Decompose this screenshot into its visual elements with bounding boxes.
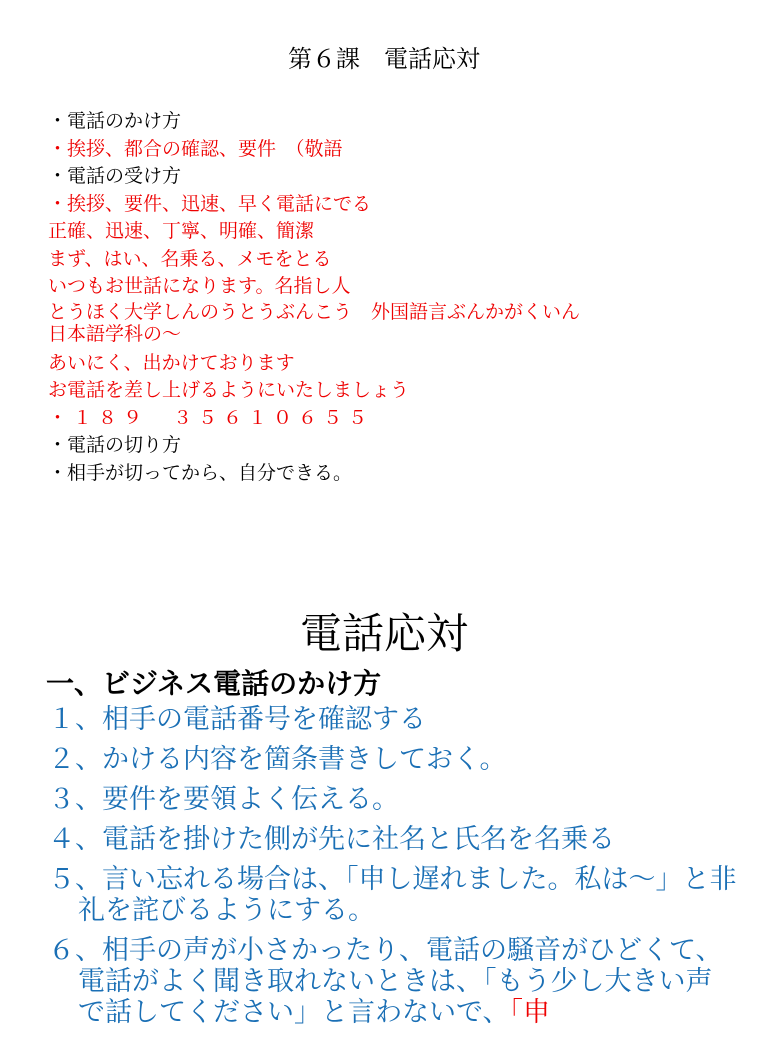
note-line: ・電話のかけ方 (48, 110, 182, 132)
note-line: ・挨拶、都合の確認、要件 （敬語 (48, 137, 343, 160)
note-line: あいにく、出かけております (48, 351, 295, 374)
section-subtitle: 一、ビジネス電話のかけ方 (46, 667, 382, 700)
step-item (48, 935, 738, 1028)
step-red-text: 「申 (509, 997, 550, 1028)
note-line: ・相手が切ってから、自分できる。 (48, 461, 353, 484)
step-item: ４、電話を掛けた側が先に社名と氏名を名乗る (48, 824, 615, 855)
step-text: ６、相手の声が小さかったり、電話の騒音がひどくて、電話がよく聞き取れないときは、「もう少し大きい声で話してください」と言わないで、 (48, 935, 723, 1028)
note-line: いつもお世話になります。名指し人 (48, 275, 351, 297)
note-line: ・電話の受け方 (48, 165, 182, 187)
note-line: とうほく大学しんのうとうぶんこう 外国語言ぶんかがくいん (48, 300, 581, 323)
step-item: １、相手の電話番号を確認する (48, 704, 426, 735)
note-line: ・電話の切り方 (48, 434, 182, 456)
notes-list (48, 108, 748, 487)
note-line: お電話を差し上げるようにいたしましょう (48, 379, 410, 401)
steps-list (48, 704, 738, 1037)
step-item: ２、かける内容を箇条書きしておく。 (48, 744, 507, 775)
step-item: ５、言い忘れる場合は、「申し遅れました。私は～」と非礼を詫びるようにする。 (48, 864, 737, 926)
note-line: まず、はい、名乗る、メモをとる (48, 247, 332, 270)
note-line: ・挨拶、要件、迅速、早く電話にでる (48, 192, 372, 215)
section-title: 電話応対 (299, 609, 468, 658)
note-line: 正確、迅速、丁寧、明確、簡潔 (48, 220, 315, 242)
page-title: 第６課 電話応対 (288, 45, 480, 73)
step-item: ３、要件を要領よく伝える。 (48, 784, 399, 815)
note-line: 日本語学科の～ (48, 322, 182, 345)
note-line: ・１８９ ３５６１０６５５ (48, 406, 374, 429)
